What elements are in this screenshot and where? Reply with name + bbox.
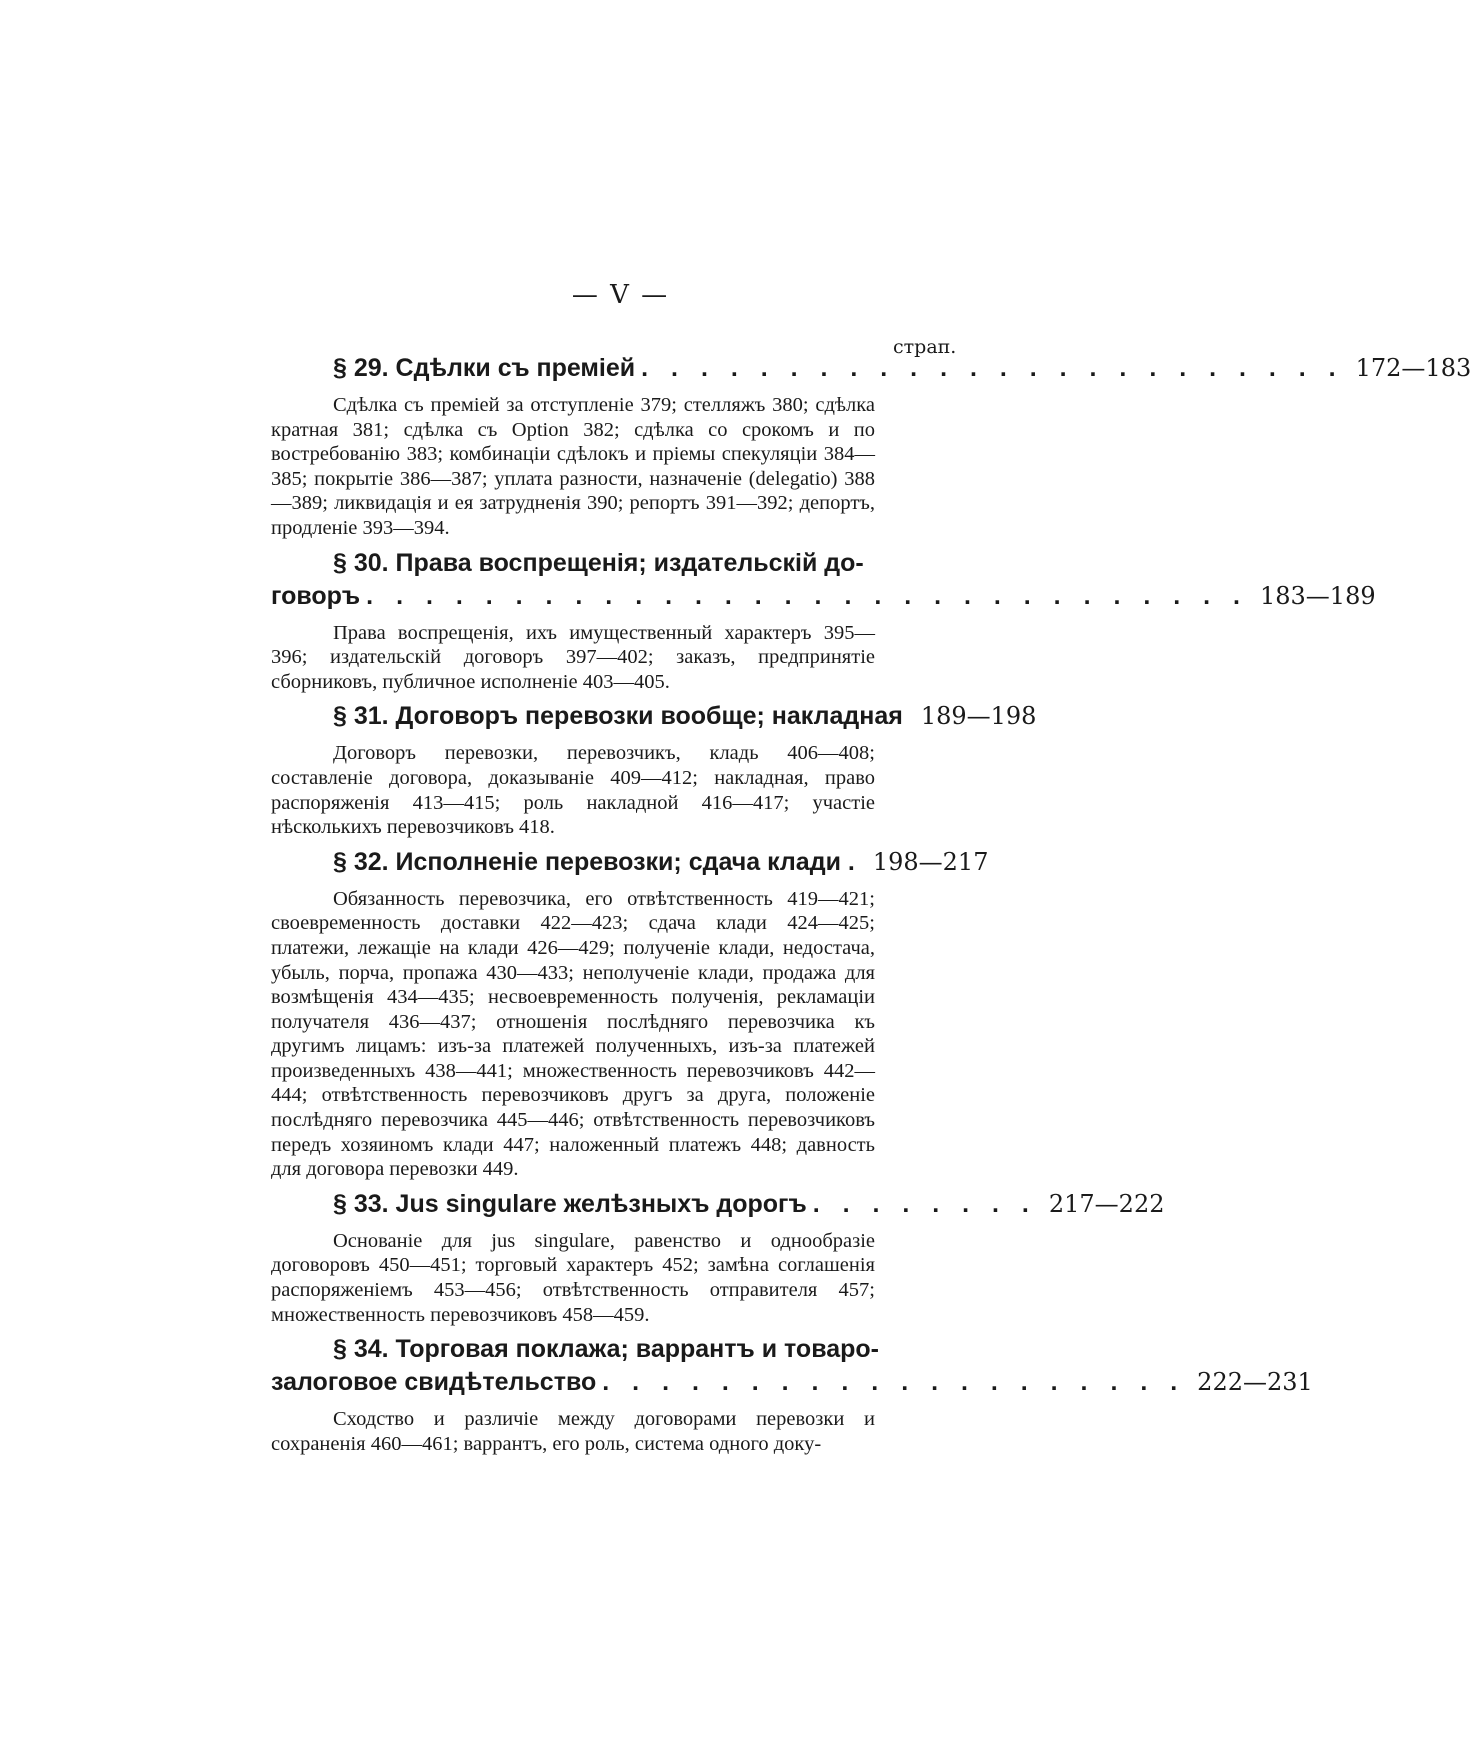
- section-summary: Договоръ перевозки, перевозчикъ, кладь 406—408; составленіе договора, доказываніе 409—412; накладная, право распоряженія 413—415; роль накладной 416—417; участіе нѣсколькихъ перевозчиковъ 418.: [271, 742, 875, 839]
- section-summary: Обязанность перевозчика, его отвѣтственность 419—421; своевременность доставки 422—423; сдача клади 424—425; платежи, лежащіе на клади 426—429; полученіе клади, недостача, убыль, порча, пропажа 430—433; неполученіе клади, продажа для возмѣщенія 434—435; несвоевременность полученія, рекламаціи получателя 436—437; отношенія послѣдняго перевозчика къ другимъ лицамъ: изъ-за платежей полученныхъ, изъ-за платежей произведенныхъ 438—441; множественность перевозчиковъ 442—444; отвѣтственность перевозчиковъ другъ за друга, положеніе послѣдняго перевозчика 445—446; отвѣтственность перевозчиковъ передъ хозяиномъ клади 447; наложенный платежъ 448; давность для договора перевозки 449.: [271, 887, 875, 1181]
- toc-section-34: [271, 1333, 1313, 1456]
- section-title-continued: говоръ: [271, 581, 361, 610]
- section-title: § 33. Jus singulare желѣзныхъ дорогъ: [333, 1189, 807, 1218]
- section-summary: Сходство и различіе между договорами перевозки и сохраненія 460—461; варрантъ, его роль, система одного доку-: [271, 1408, 875, 1455]
- section-heading[interactable]: [271, 846, 989, 879]
- toc-section-33: [271, 1188, 1165, 1327]
- section-summary: Основаніе для jus singulare, равенство и однообразіе договоровъ 450—451; торговый характеръ 452; замѣна соглашенія распоряженіемъ 453—456; отвѣтственность отправителя 457; множественность перевозчиковъ 458—459.: [271, 1229, 875, 1326]
- section-title: § 31. Договоръ перевозки вообще; накладная: [333, 702, 903, 731]
- page-range: 198—217: [872, 847, 989, 876]
- section-title-continued: залоговое свидѣтельство: [271, 1368, 597, 1397]
- page-number: — V —: [571, 280, 670, 310]
- section-summary: Права воспрещенія, ихъ имущественный характеръ 395—396; издательскій договоръ 397—402; заказъ, предпринятіе сборниковъ, публичное исполненіе 403—405.: [271, 621, 875, 693]
- page-range: 183—189: [1259, 581, 1376, 610]
- section-title: § 29. Сдѣлки съ преміей: [333, 354, 636, 382]
- section-title: § 30. Права воспрещенія; издательскій до-: [333, 548, 864, 577]
- section-summary: Сдѣлка съ преміей за отступленіе 379; стелляжъ 380; сдѣлка кратная 381; сдѣлка съ Option 382; сдѣлка со срокомъ и по востребованію 383; комбинаціи сдѣлокъ и пріемы спекуляціи 384—385; покрытіе 386—387; уплата разности, назначеніе (delegatio) 388—389; ликвидація и ея затрудненія 390; репортъ 391—392; депортъ, продленіе 393—394.: [271, 394, 875, 539]
- pages-column-label: страп.: [893, 336, 957, 358]
- dot-leader: . . . . . . . . . . . . . . . . . . . .: [602, 1368, 1186, 1397]
- table-of-contents: [271, 352, 1471, 1462]
- toc-section-32: [271, 846, 989, 1182]
- page-range: 222—231: [1197, 1368, 1313, 1397]
- dot-leader: . . . . . . . . . . . . . . . . . . . . . . . .: [641, 354, 1344, 382]
- toc-section-29: [271, 352, 1471, 541]
- section-heading[interactable]: [271, 1188, 1165, 1221]
- section-heading[interactable]: [271, 547, 1376, 613]
- dot-leader: . . . . . . . . . . . . . . . . . . . . . . . . . . . . . .: [366, 581, 1248, 610]
- toc-section-31: [271, 700, 1037, 839]
- section-title: § 32. Исполненіе перевозки; сдача клади .: [333, 847, 855, 876]
- page-range: 189—198: [920, 702, 1037, 731]
- section-heading[interactable]: [271, 700, 1037, 733]
- page-range: 217—222: [1048, 1189, 1165, 1218]
- toc-section-30: [271, 547, 1376, 695]
- page-range: 172—183: [1355, 354, 1471, 382]
- dot-leader: . . . . . . . .: [812, 1189, 1037, 1218]
- section-heading[interactable]: [271, 1333, 1313, 1399]
- section-title: § 34. Торговая поклажа; варрантъ и товаро-: [333, 1335, 880, 1364]
- section-heading[interactable]: [271, 352, 1471, 385]
